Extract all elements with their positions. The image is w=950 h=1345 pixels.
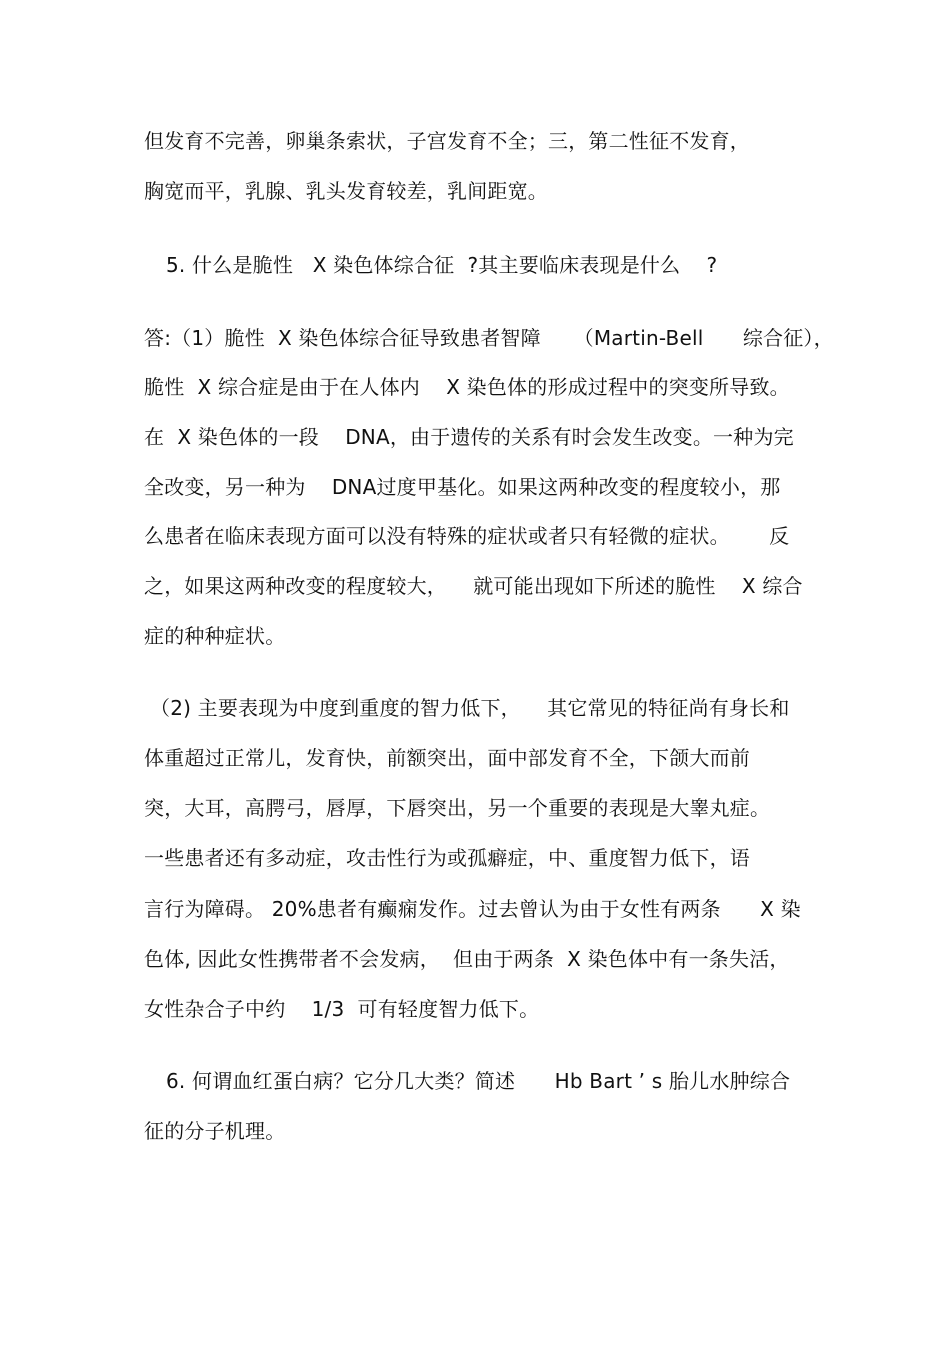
- text-line: 突，大耳，高腭弓，唇厚，下唇突出，另一个重要的表现是大睾丸症。: [144, 796, 771, 820]
- text-line: 么患者在临床表现方面可以没有特殊的症状或者只有轻微的症状。 反: [144, 524, 790, 548]
- text-line: 答:（1）脆性 X 染色体综合征导致患者智障 （Martin-Bell 综合征），: [144, 326, 834, 350]
- text-line: 一些患者还有多动症，攻击性行为或孤癖症，中、重度智力低下，语: [144, 846, 750, 870]
- text-line: 在 X 染色体的一段 DNA，由于遗传的关系有时会发生改变。一种为完: [144, 425, 794, 449]
- text-line: 胸宽而平，乳腺、乳头发育较差，乳间距宽。: [144, 179, 548, 203]
- text-line: 全改变，另一种为 DNA过度甲基化。如果这两种改变的程度较小，那: [144, 475, 781, 499]
- text-line: 症的种种症状。: [144, 624, 286, 648]
- text-line: 体重超过正常儿，发育快，前额突出，面中部发育不全，下颌大而前: [144, 746, 750, 770]
- text-line: 之，如果这两种改变的程度较大， 就可能出现如下所述的脆性 X 综合: [144, 574, 803, 598]
- text-line: 色体, 因此女性携带者不会发病， 但由于两条 X 染色体中有一条失活，: [144, 947, 790, 971]
- text-line: 言行为障碍。 20%患者有癫痫发作。过去曾认为由于女性有两条 X 染: [144, 897, 801, 921]
- text-line: 但发育不完善，卵巢条索状，子宫发育不全；三，第二性征不发育，: [144, 129, 750, 153]
- question-heading: 6. 何谓血红蛋白病？它分几大类？简述 Hb Bart ’ s 胎儿水肿综合: [166, 1069, 791, 1093]
- question-heading: 5. 什么是脆性 X 染色体综合征 ?其主要临床表现是什么 ?: [166, 253, 718, 277]
- text-line: （2) 主要表现为中度到重度的智力低下， 其它常见的特征尚有身长和: [150, 696, 790, 720]
- text-line: 征的分子机理。: [144, 1119, 286, 1143]
- text-line: 女性杂合子中约 1/3 可有轻度智力低下。: [144, 997, 540, 1021]
- text-line: 脆性 X 综合症是由于在人体内 X 染色体的形成过程中的突变所导致。: [144, 375, 790, 399]
